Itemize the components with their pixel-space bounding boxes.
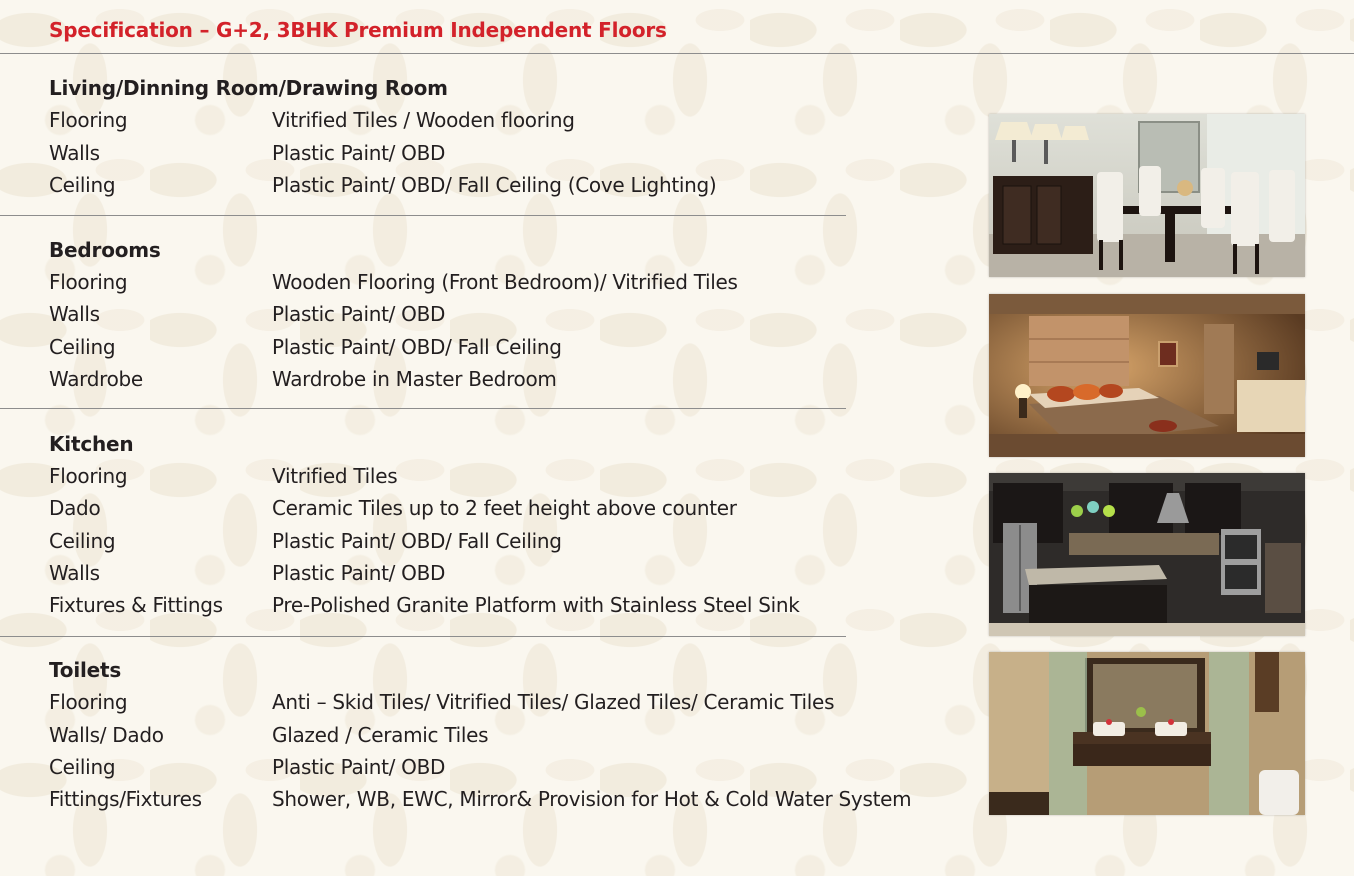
spec-label: Fixtures & Fittings [49, 593, 223, 617]
bathroom-photo [989, 652, 1305, 815]
spec-label: Flooring [49, 690, 128, 714]
spec-value: Plastic Paint/ OBD [272, 302, 446, 326]
spec-value: Pre-Polished Granite Platform with Stainless Steel Sink [272, 593, 800, 617]
kitchen-photo [989, 473, 1305, 636]
spec-value: Plastic Paint/ OBD/ Fall Ceiling [272, 529, 562, 553]
title-divider [0, 53, 1354, 54]
spec-label: Dado [49, 496, 101, 520]
spec-label: Flooring [49, 108, 128, 132]
section-heading-kitchen: Kitchen [49, 432, 134, 456]
spec-value: Anti – Skid Tiles/ Vitrified Tiles/ Glazed Tiles/ Ceramic Tiles [272, 690, 835, 714]
section-heading-toilets: Toilets [49, 658, 122, 682]
spec-value: Vitrified Tiles / Wooden flooring [272, 108, 575, 132]
spec-label: Ceiling [49, 529, 116, 553]
dining-room-photo [989, 114, 1305, 277]
spec-value: Vitrified Tiles [272, 464, 398, 488]
spec-label: Flooring [49, 464, 128, 488]
spec-value: Plastic Paint/ OBD/ Fall Ceiling (Cove Lighting) [272, 173, 717, 197]
spec-label: Ceiling [49, 755, 116, 779]
section-divider [0, 408, 846, 409]
spec-label: Ceiling [49, 173, 116, 197]
spec-label: Fittings/Fixtures [49, 787, 202, 811]
spec-value: Shower, WB, EWC, Mirror& Provision for Hot & Cold Water System [272, 787, 912, 811]
spec-value: Glazed / Ceramic Tiles [272, 723, 489, 747]
spec-label: Walls/ Dado [49, 723, 164, 747]
spec-label: Ceiling [49, 335, 116, 359]
section-heading-living: Living/Dinning Room/Drawing Room [49, 76, 448, 100]
spec-value: Ceramic Tiles up to 2 feet height above counter [272, 496, 737, 520]
spec-label: Walls [49, 141, 100, 165]
spec-label: Walls [49, 302, 100, 326]
section-divider [0, 215, 846, 216]
spec-value: Wooden Flooring (Front Bedroom)/ Vitrified Tiles [272, 270, 738, 294]
spec-value: Plastic Paint/ OBD [272, 561, 446, 585]
spec-value: Plastic Paint/ OBD [272, 141, 446, 165]
section-divider [0, 636, 846, 637]
spec-value: Plastic Paint/ OBD/ Fall Ceiling [272, 335, 562, 359]
page-title: Specification – G+2, 3BHK Premium Independent Floors [49, 18, 667, 42]
spec-label: Flooring [49, 270, 128, 294]
bedroom-photo [989, 294, 1305, 457]
spec-value: Plastic Paint/ OBD [272, 755, 446, 779]
spec-label: Wardrobe [49, 367, 143, 391]
section-heading-bedrooms: Bedrooms [49, 238, 161, 262]
spec-value: Wardrobe in Master Bedroom [272, 367, 557, 391]
spec-label: Walls [49, 561, 100, 585]
